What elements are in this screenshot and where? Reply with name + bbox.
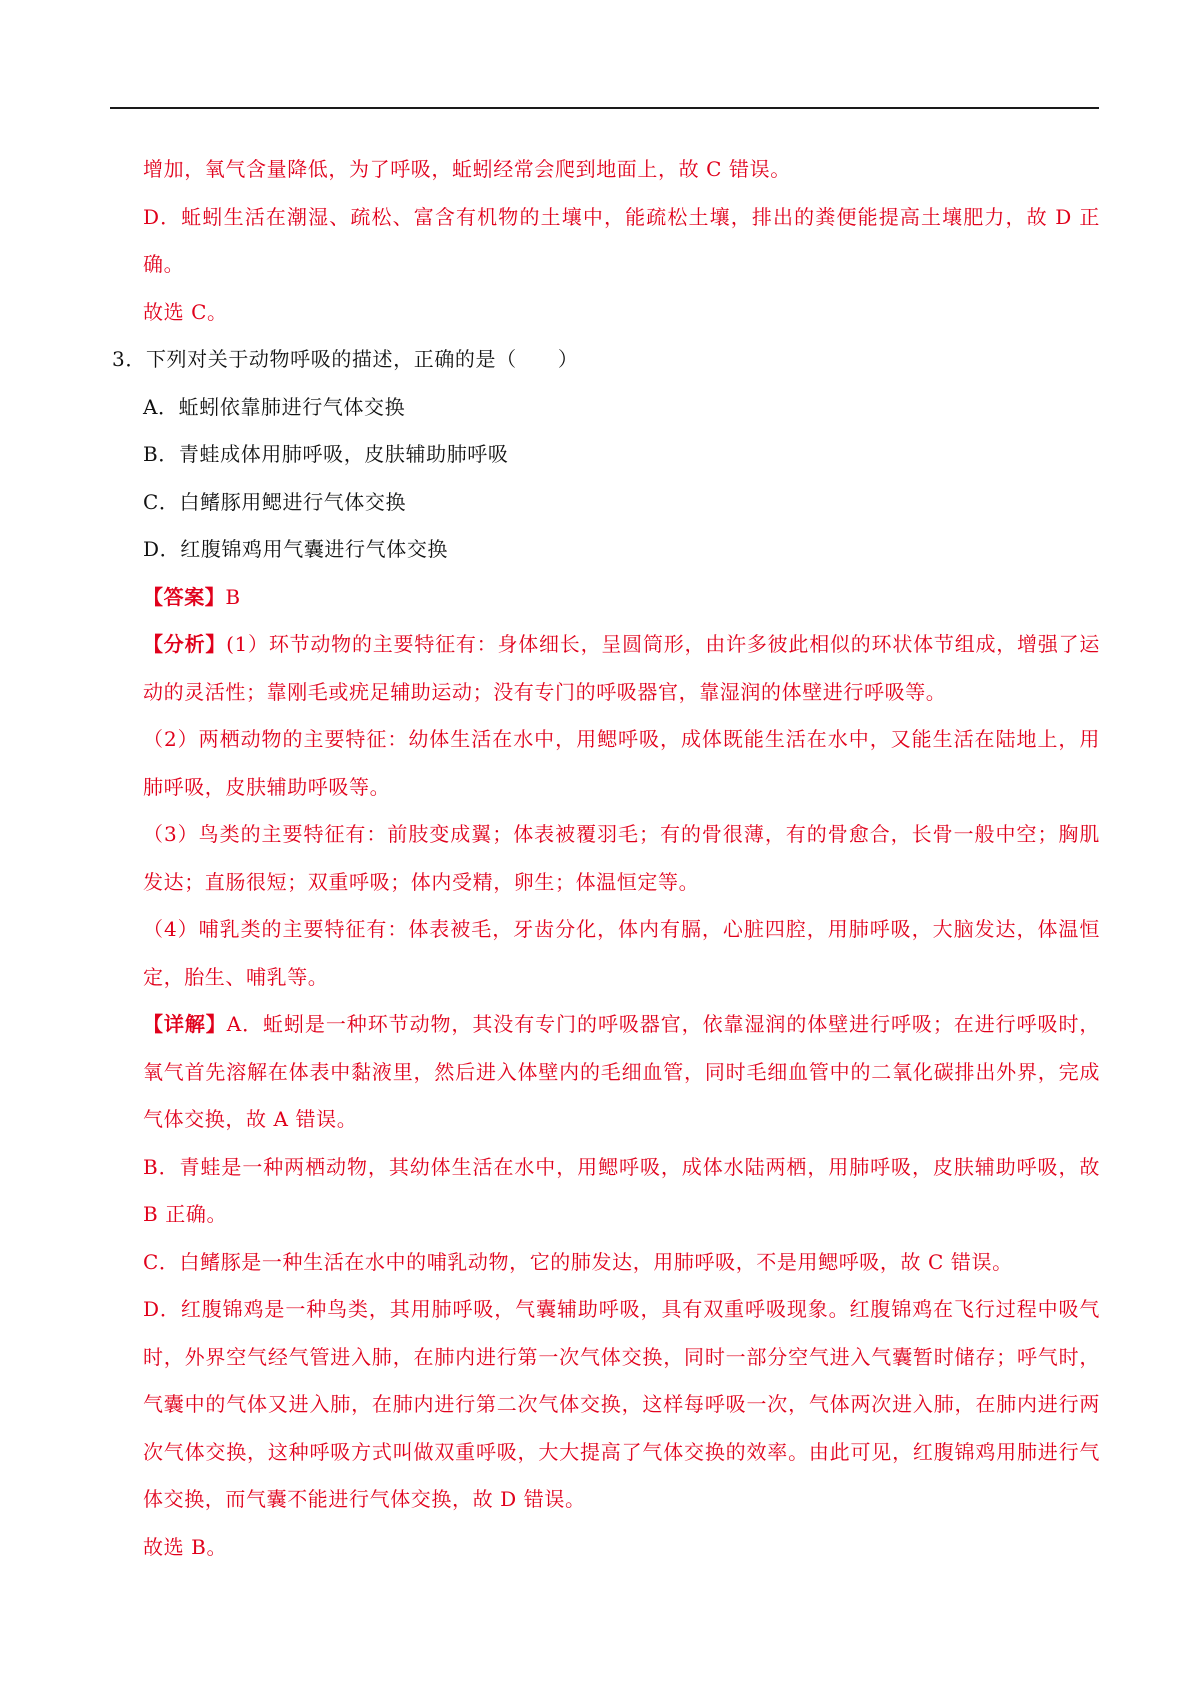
option-c: C．白鳍豚用鳃进行气体交换 xyxy=(143,489,407,514)
conclusion: 故选 B。 xyxy=(143,1534,228,1559)
prev-analysis-option-d: D．蚯蚓生活在潮湿、疏松、富含有机物的土壤中，能疏松土壤，排出的粪便能提高土壤肥力，故 D 正确。 xyxy=(143,204,1100,276)
analysis-paragraph-4: （4）哺乳类的主要特征有：体表被毛，牙齿分化，体内有膈，心脏四腔，用肺呼吸，大脑发达，体温恒定，胎生、哺乳等。 xyxy=(143,917,1100,989)
option-d: D．红腹锦鸡用气囊进行气体交换 xyxy=(143,537,449,561)
analysis-paragraph-1 xyxy=(112,621,1100,716)
analysis-paragraph-3: （3）鸟类的主要特征有：前肢变成翼；体表被覆羽毛；有的骨很薄，有的骨愈合，长骨一般中空；胸肌发达；直肠很短；双重呼吸；体内受精，卵生；体温恒定等。 xyxy=(143,822,1100,894)
detail-paragraph-a xyxy=(112,1001,1100,1144)
header-rule xyxy=(110,107,1099,109)
question-number: 3． xyxy=(112,347,146,371)
answer-value: B xyxy=(225,584,241,609)
question-text: 下列对关于动物呼吸的描述，正确的是（ ） xyxy=(145,347,579,371)
prev-conclusion: 故选 C。 xyxy=(143,299,228,324)
question-stem xyxy=(112,336,1100,384)
detail-paragraph-c: C．白鳍豚是一种生活在水中的哺乳动物，它的肺发达，用肺呼吸，不是用鳃呼吸，故 C 错误。 xyxy=(143,1249,1013,1274)
detail-text-a: A．蚯蚓是一种环节动物，其没有专门的呼吸器官，依靠湿润的体壁进行呼吸；在进行呼吸时，氧气首先溶解在体表中黏液里，然后进入体壁内的毛细血管，同时毛细血管中的二氧化碳排出外界，完成气体交换，故 A 错误。 xyxy=(143,1012,1100,1131)
answer-label: 【答案】 xyxy=(143,584,226,609)
analysis-label: 【分析】 xyxy=(143,632,227,656)
option-b: B．青蛙成体用肺呼吸，皮肤辅助肺呼吸 xyxy=(143,442,509,466)
detail-label: 【详解】 xyxy=(143,1012,227,1036)
analysis-text-1: (1）环节动物的主要特征有：身体细长，呈圆筒形，由许多彼此相似的环状体节组成，增强了运动的灵活性；靠刚毛或疣足辅助运动；没有专门的呼吸器官，靠湿润的体壁进行呼吸等。 xyxy=(143,632,1100,704)
analysis-paragraph-2: （2）两栖动物的主要特征：幼体生活在水中，用鳃呼吸，成体既能生活在水中，又能生活在陆地上，用肺呼吸，皮肤辅助呼吸等。 xyxy=(143,727,1100,799)
detail-paragraph-b: B．青蛙是一种两栖动物，其幼体生活在水中，用鳃呼吸，成体水陆两栖，用肺呼吸，皮肤辅助呼吸，故 B 正确。 xyxy=(143,1154,1100,1226)
prev-analysis-line: 增加，氧气含量降低，为了呼吸，蚯蚓经常会爬到地面上，故 C 错误。 xyxy=(143,157,791,181)
option-a: A．蚯蚓依靠肺进行气体交换 xyxy=(143,394,406,419)
detail-paragraph-d: D．红腹锦鸡是一种鸟类，其用肺呼吸，气囊辅助呼吸，具有双重呼吸现象。红腹锦鸡在飞行过程中吸气时，外界空气经气管进入肺，在肺内进行第一次气体交换，同时一部分空气进入气囊暂时储存；呼气时，气囊中的气体又进入肺，在肺内进行第二次气体交换，这样每呼吸一次，气体两次进入肺，在肺内进行两次气体交换，这种呼吸方式叫做双重呼吸，大大提高了气体交换的效率。由此可见，红腹锦鸡用肺进行气体交换，而气囊不能进行气体交换，故 D 错误。 xyxy=(143,1297,1100,1511)
answer-line xyxy=(112,574,1100,622)
document-body xyxy=(112,146,1100,1571)
